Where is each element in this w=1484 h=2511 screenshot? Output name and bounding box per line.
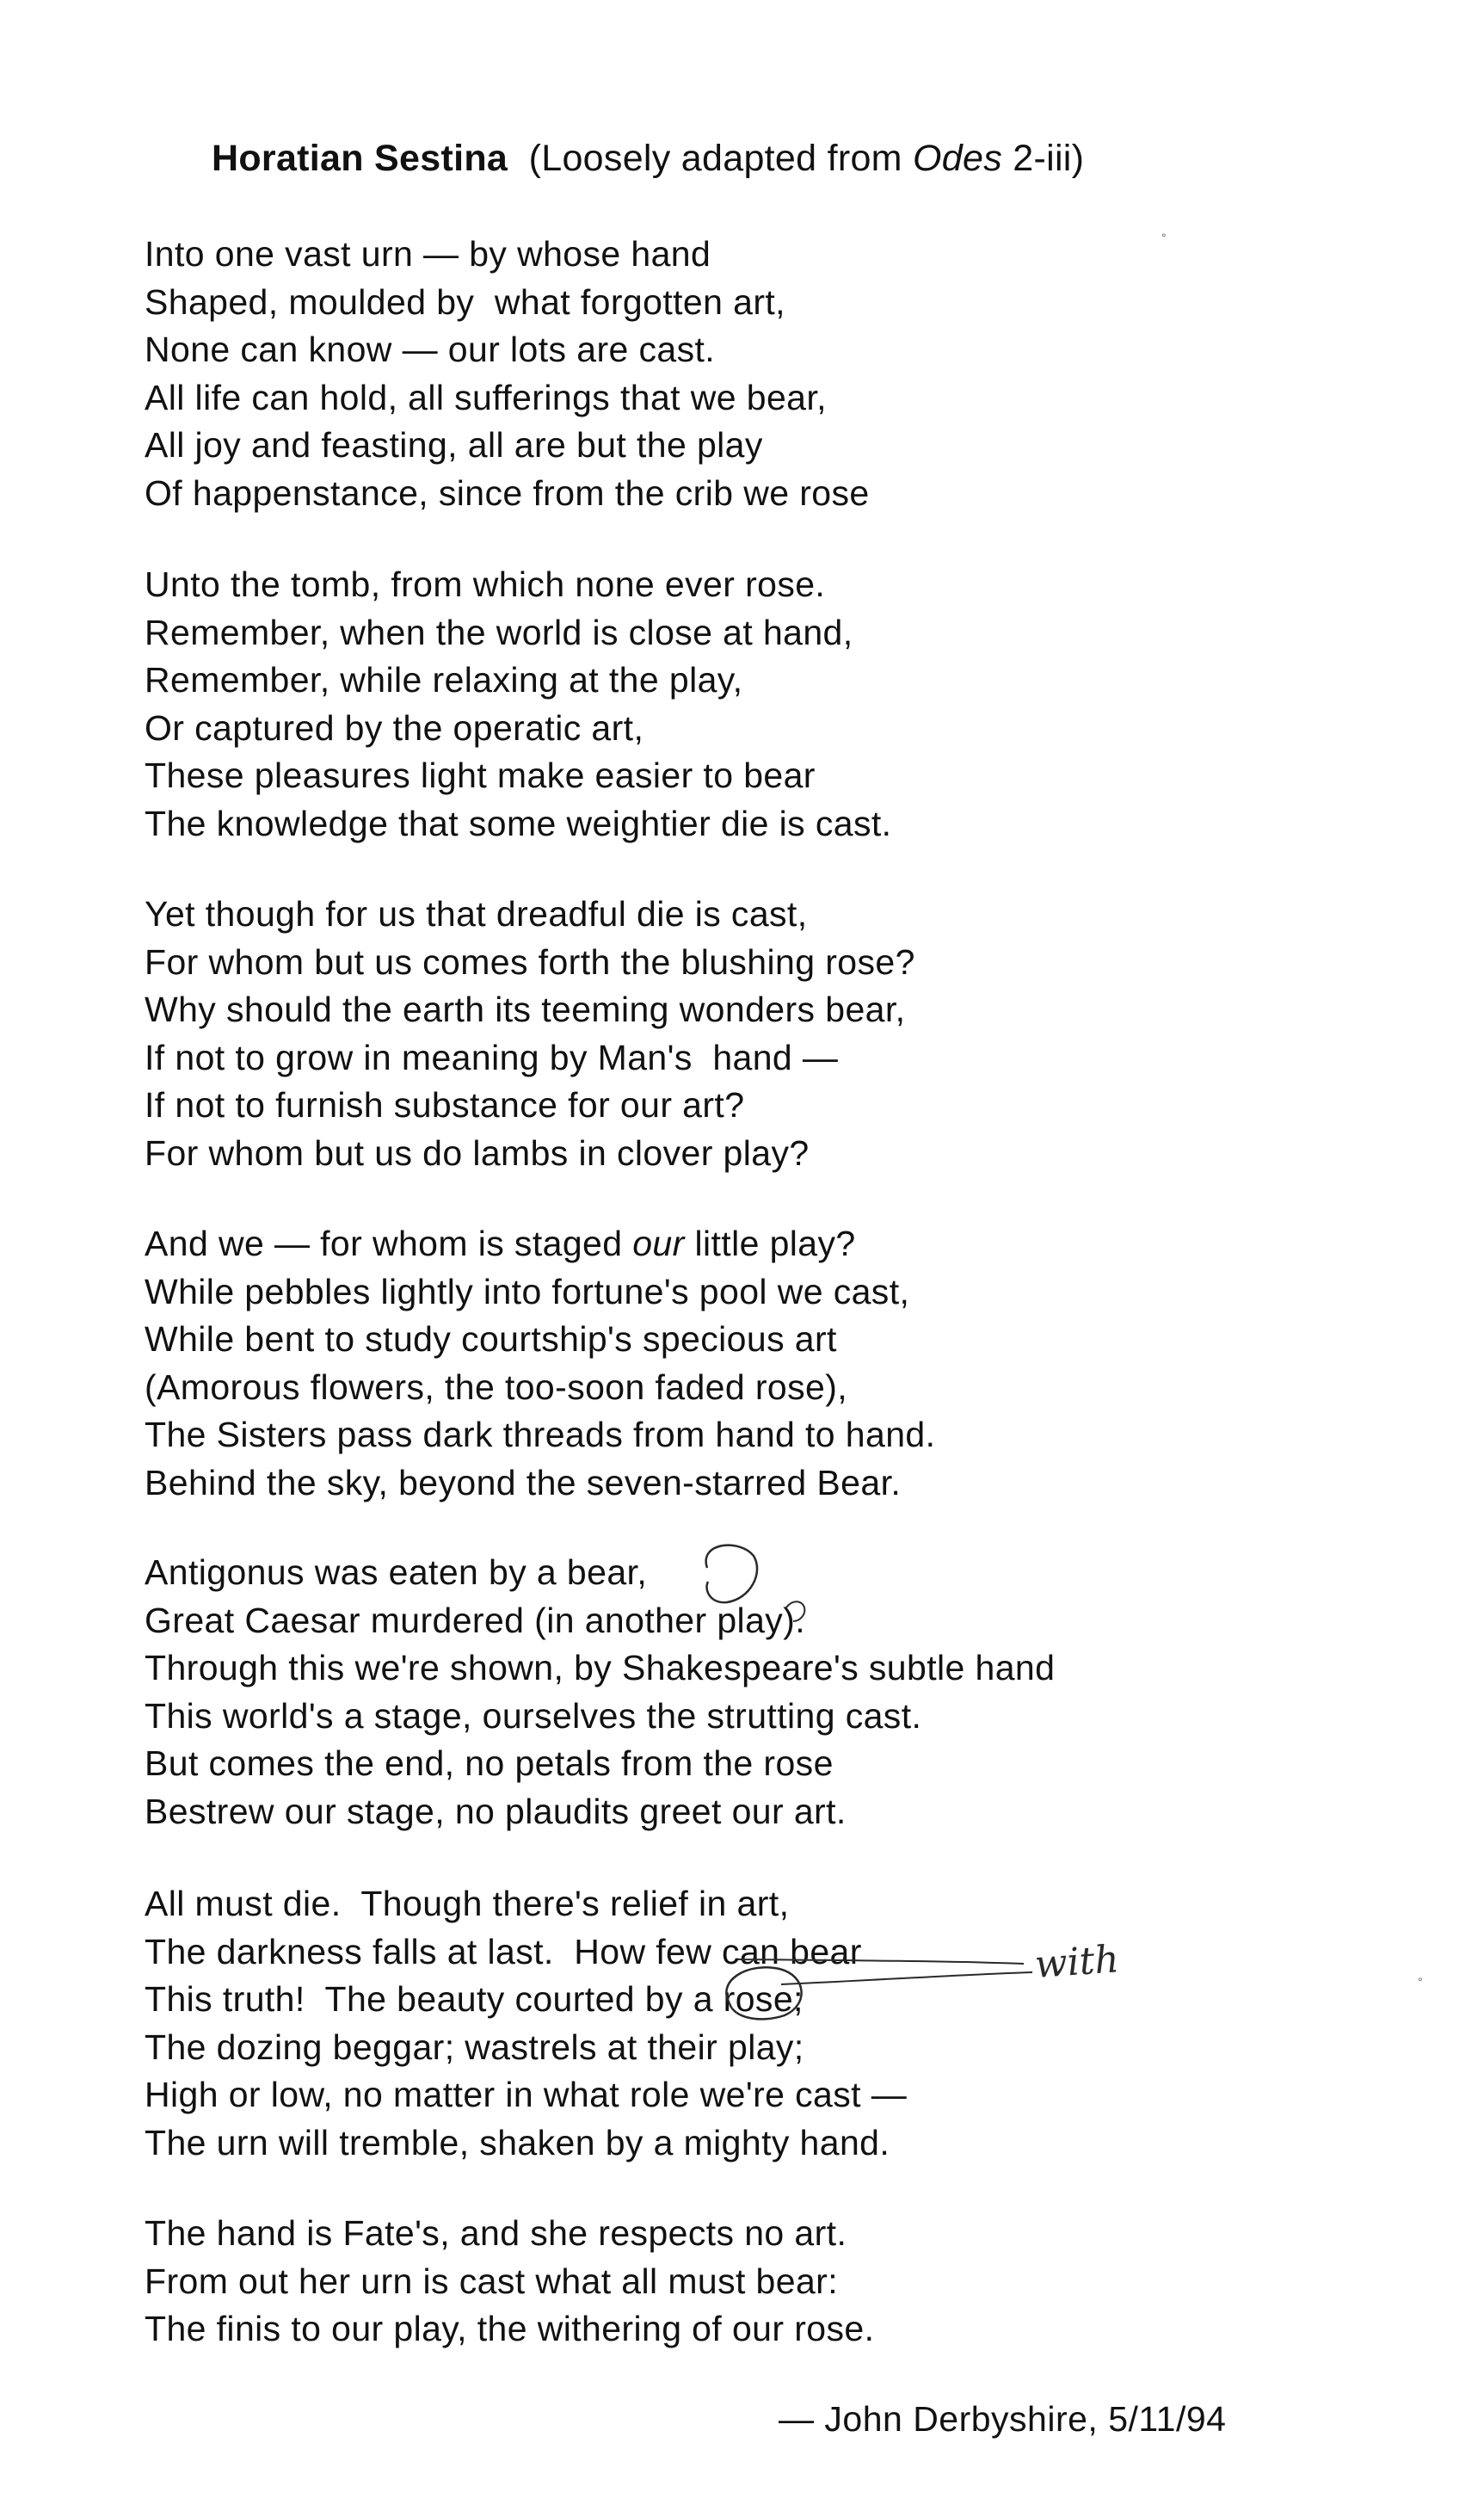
stanza-3 [145,891,915,1177]
poem-line: Behind the sky, beyond the seven-starred Bear. [145,1462,902,1502]
poem-line: The darkness falls at last. How few can bear [145,1931,862,1971]
poem-line: Through this we're shown, by Shakespeare's subtle hand [145,1648,1056,1687]
poem-line [145,1220,935,1268]
title-main: Horatian Sestina [212,138,508,179]
poem-line: (Amorous flowers, the too-soon faded rose), [145,1367,848,1407]
poem-line: Remember, when the world is close at hand, [145,612,853,652]
title-work: Odes [913,138,1003,179]
poem-line: The Sisters pass dark threads from hand to hand. [145,1415,936,1454]
poem-line: Bestrew our stage, no plaudits greet our art. [145,1791,847,1831]
stanza-7 [145,2210,874,2354]
speck-mark: ° [1418,1975,1423,1989]
poem-line: This truth! The beauty courted by a rose; [145,1979,804,2019]
poem-line: While pebbles lightly into fortune's pool we cast, [145,1271,910,1311]
poem-line: The dozing beggar; wastrels at their play; [145,2027,804,2067]
poem-line: None can know — our lots are cast. [145,330,716,369]
poem-line: While bent to study courtship's specious art [145,1319,837,1359]
poem-line: The knowledge that some weightier die is cast. [145,803,892,843]
speck-mark: ° [1161,231,1167,244]
poem-line: This world's a stage, ourselves the strutting cast. [145,1695,922,1736]
stanza-2 [145,561,891,848]
poem-line: The finis to our play, the withering of our rose. [145,2309,875,2348]
stanza-6 [145,1880,907,2167]
poem-line: Yet though for us that dreadful die is cast, [145,894,808,934]
line-post: little play? [684,1224,856,1263]
poem-line: Why should the earth its teeming wonders bear, [145,990,906,1029]
title-prefix: (Loosely adapted from [528,138,914,179]
title-suffix: 2-iii) [1002,138,1085,179]
poem-line: For whom but us do lambs in clover play? [145,1132,810,1173]
poem-line: The hand is Fate's, and she respects no art. [145,2213,847,2253]
poem-line: Into one vast urn — by whose hand [145,234,711,274]
poem-line: Or captured by the operatic art, [145,707,644,748]
poem-line: Unto the tomb, from which none ever rose. [145,565,826,604]
signature: — John Derbyshire, 5/11/94 [779,2399,1227,2439]
stanza-4 [145,1220,935,1507]
poem-line: All must die. Though there's relief in art, [145,1884,790,1923]
poem-title [212,138,1084,180]
emphasis-our: our [632,1224,685,1263]
poem-line: Of happenstance, since from the crib we rose [145,472,870,513]
poem-line: If not to grow in meaning by Man's hand — [145,1037,839,1077]
poem-line: All joy and feasting, all are but the play [145,425,763,465]
poem-line: High or low, no matter in what role we're cast — [145,2075,908,2114]
poem-line: Antigonus was eaten by a bear, [145,1552,648,1592]
poem-line: All life can hold, all sufferings that we bear, [145,377,827,417]
poem-line: Shaped, moulded by what forgotten art, [145,281,785,322]
poem-line: For whom but us comes forth the blushing rose? [145,941,915,982]
stanza-5 [145,1549,1055,1835]
stanza-1 [145,231,870,517]
poem-line: These pleasures light make easier to bear [145,756,816,795]
poem-line: If not to furnish substance for our art? [145,1085,745,1125]
poem-line: The urn will tremble, shaken by a mighty hand. [145,2122,890,2162]
poem-line: But comes the end, no petals from the rose [145,1743,834,1783]
poem-line: From out her urn is cast what all must bear: [145,2261,839,2301]
poem-line: Great Caesar murdered (in another play). [145,1600,806,1640]
handwritten-with: with [1033,1937,1121,1987]
poem-line: Remember, while relaxing at the play, [145,660,743,700]
line-pre: And we — for whom is staged [145,1224,633,1263]
